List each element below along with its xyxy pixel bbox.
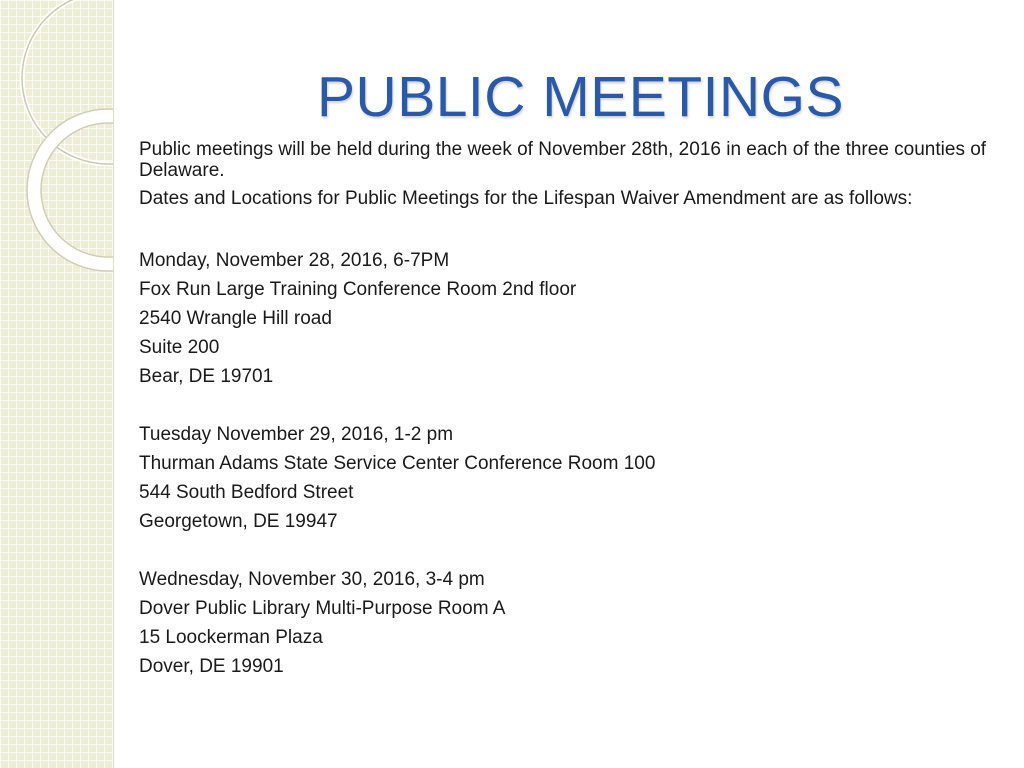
- meeting-tuesday: [139, 420, 999, 536]
- meeting-suite: Suite 200: [139, 337, 220, 358]
- decorative-circles: [0, 0, 113, 768]
- meeting-datetime: Monday, November 28, 2016, 6-7PM: [139, 250, 450, 271]
- meeting-street: 2540 Wrangle Hill road: [139, 308, 332, 329]
- meeting-city: Bear, DE 19701: [139, 366, 274, 387]
- meeting-street: 544 South Bedford Street: [139, 482, 354, 503]
- intro-paragraph: Dates and Locations for Public Meetings for the Lifespan Waiver Amendment are as follows:: [139, 188, 913, 209]
- meeting-wednesday: [139, 565, 999, 681]
- decorative-side-panel: [0, 0, 114, 768]
- meeting-venue: Thurman Adams State Service Center Conference Room 100: [139, 453, 656, 474]
- meeting-datetime: Tuesday November 29, 2016, 1-2 pm: [139, 424, 454, 445]
- page-title: PUBLIC MEETINGS: [317, 65, 844, 129]
- intro-paragraph: Public meetings will be held during the week of November 28th, 2016 in each of the three counties of Delaware.: [139, 139, 987, 181]
- intro-block: [139, 139, 999, 209]
- meeting-city: Dover, DE 19901: [139, 656, 284, 677]
- meeting-venue: Fox Run Large Training Conference Room 2nd floor: [139, 279, 577, 300]
- meeting-city: Georgetown, DE 19947: [139, 511, 338, 532]
- meeting-street: 15 Loockerman Plaza: [139, 627, 323, 648]
- spacer: [139, 216, 999, 246]
- slide-body: [139, 139, 999, 710]
- meeting-venue: Dover Public Library Multi-Purpose Room A: [139, 598, 506, 619]
- meeting-monday: [139, 246, 999, 391]
- meeting-datetime: Wednesday, November 30, 2016, 3-4 pm: [139, 569, 485, 590]
